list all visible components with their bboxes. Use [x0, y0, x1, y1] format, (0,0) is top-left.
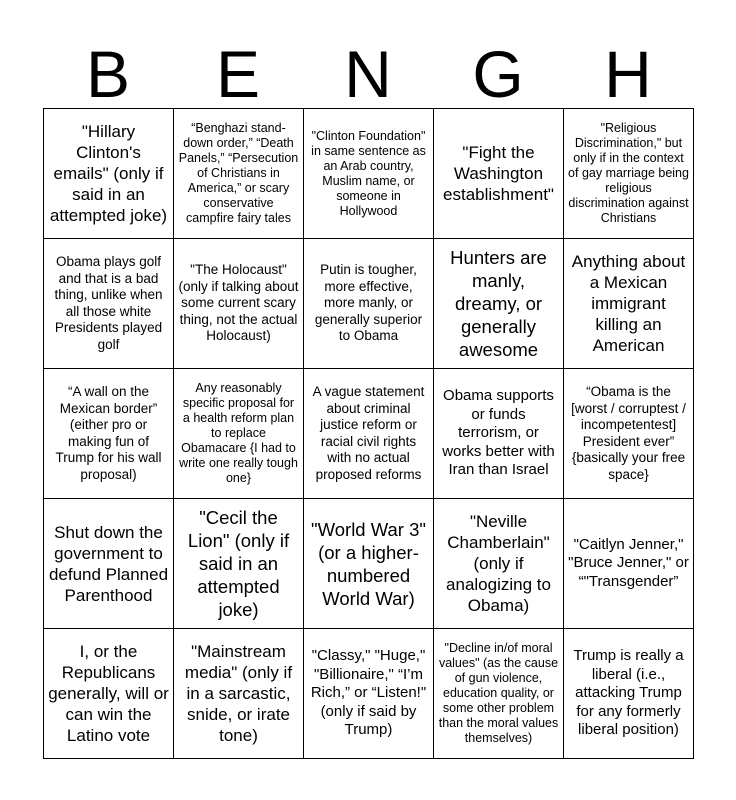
bingo-cell[interactable]: "Mainstream media" (only if in a sarcastic, snide, or irate tone)	[174, 629, 304, 759]
bingo-cell[interactable]: I, or the Republicans generally, will or can win the Latino vote	[44, 629, 174, 759]
header-letter-g: G	[472, 37, 524, 111]
bingo-cell[interactable]: Any reasonably specific proposal for a health reform plan to replace Obamacare {I had to write one really tough one}	[174, 369, 304, 499]
bingo-cell[interactable]: Shut down the government to defund Planned Parenthood	[44, 499, 174, 629]
bingo-cell[interactable]: "The Holocaust" (only if talking about some current scary thing, not the actual Holocaust)	[174, 239, 304, 369]
bingo-header	[43, 37, 693, 111]
bingo-cell[interactable]: Obama plays golf and that is a bad thing, unlike when all those white Presidents played golf	[44, 239, 174, 369]
bingo-cell[interactable]: “Benghazi stand-down order,” “Death Panels,” “Persecution of Christians in America,” or scary conservative campfire fairy tales	[174, 109, 304, 239]
bingo-cell[interactable]: "Religious Discrimination," but only if in the context of gay marriage being religious discrimination against Christians	[564, 109, 694, 239]
bingo-cell[interactable]: "Hillary Clinton's emails" (only if said in an attempted joke)	[44, 109, 174, 239]
header-letter-b: B	[85, 37, 131, 111]
bingo-cell[interactable]: "World War 3" (or a higher-numbered World War)	[304, 499, 434, 629]
bingo-cell[interactable]: "Fight the Washington establishment"	[434, 109, 564, 239]
bingo-row-5	[44, 629, 694, 759]
bingo-cell[interactable]: Putin is tougher, more effective, more manly, or generally superior to Obama	[304, 239, 434, 369]
bingo-row-3	[44, 369, 694, 499]
header-letter-h: H	[604, 37, 652, 111]
bingo-cell[interactable]: "Classy," "Huge," "Billionaire," “I’m Rich,” or “Listen!" (only if said by Trump)	[304, 629, 434, 759]
bingo-cell[interactable]: "Neville Chamberlain" (only if analogizing to Obama)	[434, 499, 564, 629]
bingo-cell[interactable]: A vague statement about criminal justice reform or racial civil rights with no actual proposed reforms	[304, 369, 434, 499]
bingo-cell[interactable]: Anything about a Mexican immigrant killing an American	[564, 239, 694, 369]
bingo-cell[interactable]: "Decline in/of moral values" (as the cause of gun violence, education quality, or some other problem than the moral values themselves)	[434, 629, 564, 759]
bingo-cell[interactable]: "Caitlyn Jenner," "Bruce Jenner," or “"Transgender”	[564, 499, 694, 629]
bingo-row-2	[44, 239, 694, 369]
bingo-cell[interactable]: "Cecil the Lion" (only if said in an attempted joke)	[174, 499, 304, 629]
bingo-row-4	[44, 499, 694, 629]
bingo-cell[interactable]: “A wall on the Mexican border” (either pro or making fun of Trump for his wall proposal)	[44, 369, 174, 499]
bingo-cell[interactable]: “Obama is the [worst / corruptest / incompetentest] President ever” {basically your free space}	[564, 369, 694, 499]
header-letter-n: N	[344, 37, 392, 111]
bingo-row-1	[44, 109, 694, 239]
header-letter-e: E	[215, 37, 261, 111]
bingo-grid	[43, 108, 694, 759]
bingo-cell[interactable]: "Clinton Foundation" in same sentence as an Arab country, Muslim name, or someone in Hollywood	[304, 109, 434, 239]
bingo-cell[interactable]: Trump is really a liberal (i.e., attacking Trump for any formerly liberal position)	[564, 629, 694, 759]
bingo-cell[interactable]: Obama supports or funds terrorism, or works better with Iran than Israel	[434, 369, 564, 499]
bingo-cell[interactable]: Hunters are manly, dreamy, or generally awesome	[434, 239, 564, 369]
